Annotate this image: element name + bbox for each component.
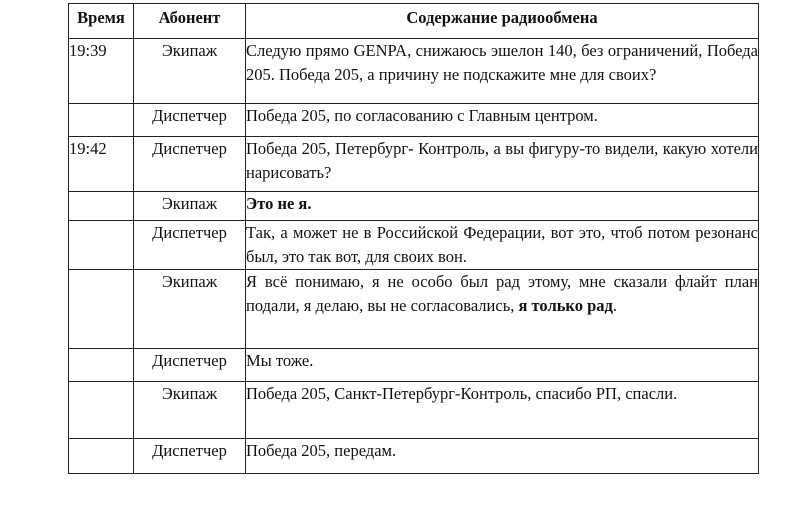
row-text-tail: . bbox=[612, 296, 617, 315]
row-time: 19:39 bbox=[69, 39, 134, 104]
row-text: Победа 205, Петербург- Контроль, а вы фигуру-то видели, какую хотели нарисовать? bbox=[246, 137, 759, 192]
row-subscriber: Экипаж bbox=[134, 382, 246, 439]
row-text bbox=[246, 270, 759, 349]
table-row bbox=[69, 221, 759, 270]
row-subscriber: Экипаж bbox=[134, 192, 246, 221]
row-time bbox=[69, 104, 134, 137]
row-subscriber: Диспетчер bbox=[134, 439, 246, 474]
row-subscriber: Диспетчер bbox=[134, 137, 246, 192]
row-time bbox=[69, 382, 134, 439]
table-header-row bbox=[69, 4, 759, 39]
row-text-regular: Я всё понимаю, я не особо был рад этому, мне сказали флайт план подали, я делаю, вы не согласовались, bbox=[246, 272, 758, 315]
row-text: Победа 205, по согласованию с Главным центром. bbox=[246, 104, 759, 137]
table-row bbox=[69, 349, 759, 382]
header-subscriber: Абонент bbox=[134, 4, 246, 39]
row-text: Мы тоже. bbox=[246, 349, 759, 382]
row-text-bold: я только рад bbox=[518, 296, 613, 315]
row-text: Так, а может не в Российской Федерации, вот это, чтоб потом резонанс был, это так вот, для своих вон. bbox=[246, 221, 759, 270]
row-text-bold: Это не я. bbox=[246, 194, 312, 213]
row-text: Следую прямо GENPA, снижаюсь эшелон 140, без ограничений, Победа 205. Победа 205, а причину не подскажите мне для своих? bbox=[246, 39, 759, 104]
table-row bbox=[69, 104, 759, 137]
row-time bbox=[69, 192, 134, 221]
row-subscriber: Диспетчер bbox=[134, 221, 246, 270]
row-time bbox=[69, 221, 134, 270]
table-row bbox=[69, 39, 759, 104]
header-content: Содержание радиообмена bbox=[246, 4, 759, 39]
table-row bbox=[69, 439, 759, 474]
row-text: Победа 205, передам. bbox=[246, 439, 759, 474]
table-row bbox=[69, 270, 759, 349]
row-time bbox=[69, 439, 134, 474]
radio-exchange-table bbox=[68, 3, 759, 474]
header-time: Время bbox=[69, 4, 134, 39]
row-time: 19:42 bbox=[69, 137, 134, 192]
table-row bbox=[69, 382, 759, 439]
row-time bbox=[69, 270, 134, 349]
row-time bbox=[69, 349, 134, 382]
row-text bbox=[246, 192, 759, 221]
row-subscriber: Экипаж bbox=[134, 39, 246, 104]
row-subscriber: Диспетчер bbox=[134, 349, 246, 382]
row-subscriber: Диспетчер bbox=[134, 104, 246, 137]
row-text: Победа 205, Санкт-Петербург-Контроль, спасибо РП, спасли. bbox=[246, 382, 759, 439]
table-row bbox=[69, 137, 759, 192]
table-row bbox=[69, 192, 759, 221]
row-subscriber: Экипаж bbox=[134, 270, 246, 349]
